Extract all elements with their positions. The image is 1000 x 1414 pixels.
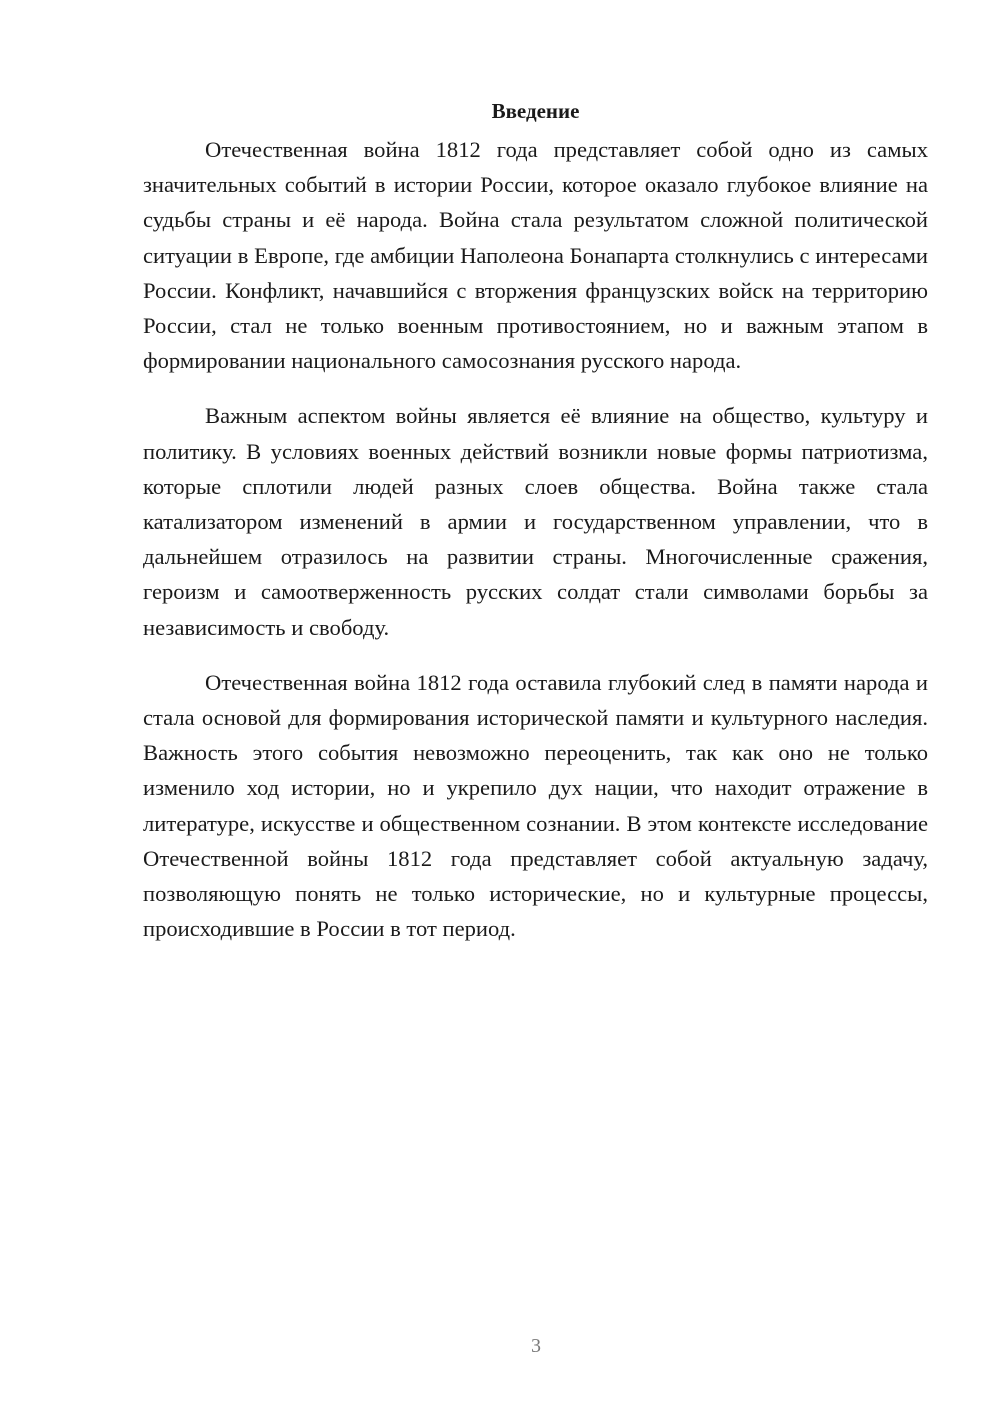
- section-title: Введение: [491, 99, 580, 123]
- page-content: [143, 96, 928, 966]
- page-number: 3: [531, 1335, 541, 1357]
- paragraph-3: Отечественная война 1812 года оставила глубокий след в памяти народа и стала основой для формирования исторической памяти и культурного наследия. Важность этого события невозможно переоценить, так как оно не только изменило ход истории, но и укрепило дух нации, что находит отражение в литературе, искусстве и общественном сознании. В этом контексте исследование Отечественной войны 1812 года представляет собой актуальную задачу, позволяющую понять не только исторические, но и культурные процессы, происходившие в России в тот период.: [143, 669, 928, 942]
- paragraph-2: Важным аспектом войны является её влияние на общество, культуру и политику. В условиях военных действий возникли новые формы патриотизма, которые сплотили людей разных слоев общества. Война также стала катализатором изменений в армии и государственном управлении, что в дальнейшем отразилось на развитии страны. Многочисленные сражения, героизм и самоотверженность русских солдат стали символами борьбы за независимость и свободу.: [143, 403, 928, 640]
- paragraph-1: Отечественная война 1812 года представляет собой одно из самых значительных событий в истории России, которое оказало глубокое влияние на судьбы страны и её народа. Война стала результатом сложной политической ситуации в Европе, где амбиции Наполеона Бонапарта столкнулись с интересами России. Конфликт, начавшийся с вторжения французских войск на территорию России, стал не только военным противостоянием, но и важным этапом в формировании национального самосознания русского народа.: [143, 137, 928, 374]
